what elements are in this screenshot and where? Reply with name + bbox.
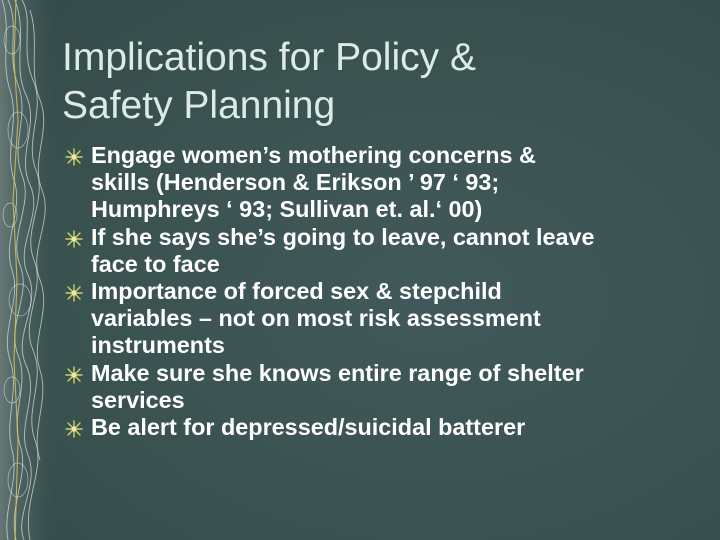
bullet-item bbox=[62, 142, 707, 223]
starburst-bullet-icon bbox=[64, 230, 84, 248]
topographic-texture-strip bbox=[0, 0, 58, 540]
bullet-text-line: Be alert for depressed/suicidal batterer bbox=[91, 414, 526, 440]
bullet-item bbox=[62, 414, 707, 441]
bullet-text-line: Humphreys ‘ 93; Sullivan et. al.‘ 00) bbox=[91, 196, 483, 222]
slide-title-line: Implications for Policy & bbox=[62, 36, 476, 79]
bullet-text-line: Make sure she knows entire range of shelter bbox=[91, 359, 584, 386]
bullet-list bbox=[62, 142, 707, 442]
bullet-item bbox=[62, 224, 707, 278]
bullet-item bbox=[62, 278, 707, 359]
slide-title-line: Safety Planning bbox=[62, 84, 336, 127]
bullet-item bbox=[62, 360, 707, 414]
bullet-text-line: Engage women’s mothering concerns & bbox=[91, 142, 536, 168]
starburst-bullet-icon bbox=[64, 284, 84, 302]
starburst-bullet-icon bbox=[64, 420, 84, 438]
bullet-text-line: variables – not on most risk assessment bbox=[91, 305, 541, 331]
bullet-text-line: Importance of forced sex & stepchild bbox=[91, 278, 502, 304]
bullet-text-line: skills (Henderson & Erikson ’ 97 ‘ 93; bbox=[91, 169, 500, 195]
bullet-text-line: If she says she’s going to leave, cannot leave bbox=[91, 223, 595, 250]
bullet-text-line: services bbox=[91, 386, 185, 413]
bullet-text-line: instruments bbox=[91, 332, 225, 358]
starburst-bullet-icon bbox=[64, 366, 84, 384]
bullet-text-line: face to face bbox=[91, 250, 220, 277]
starburst-bullet-icon bbox=[64, 148, 84, 166]
slide-title bbox=[62, 34, 702, 130]
